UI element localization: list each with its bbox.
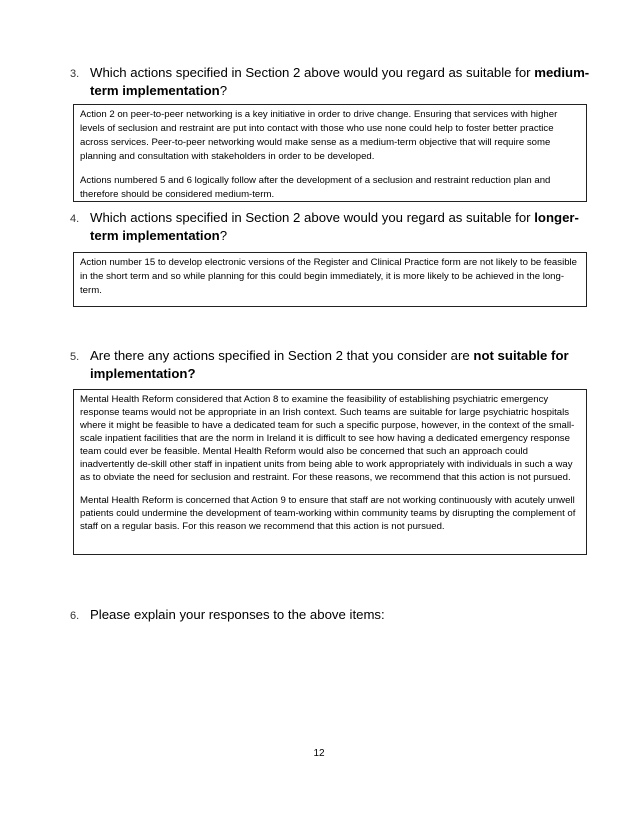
answer-box-3[interactable] xyxy=(73,104,587,202)
page-number: 12 xyxy=(313,748,325,759)
answer-paragraph: Action 2 on peer-to-peer networking is a key initiative in order to drive change. Ensuring that services with higher levels of seclusion and restraint are put into contact with those who use none could help to foster better practice across services. Peer-to-peer networking would make sense as a medium-term objective that will require some planning and consultation with stakeholders in order to be developed. xyxy=(80,109,558,162)
question-number: 4. xyxy=(70,213,80,225)
answer-box-4[interactable] xyxy=(73,252,587,307)
question-5 xyxy=(70,347,590,383)
answer-box-5[interactable] xyxy=(73,389,587,555)
question-number: 5. xyxy=(70,351,80,363)
question-number: 3. xyxy=(70,68,80,80)
question-6 xyxy=(70,606,590,624)
question-number: 6. xyxy=(70,610,80,622)
question-4 xyxy=(70,209,590,245)
question-text: Are there any actions specified in Section 2 that you consider are not suitable for implementation? xyxy=(90,348,569,381)
answer-paragraph: Actions numbered 5 and 6 logically follow after the development of a seclusion and restraint reduction plan and therefore should be considered medium-term. xyxy=(80,175,551,200)
question-text: Which actions specified in Section 2 above would you regard as suitable for longer-term implementation? xyxy=(90,210,579,243)
answer-paragraph: Mental Health Reform considered that Action 8 to examine the feasibility of establishing psychiatric emergency response teams would not be appropriate in an Irish context. Such teams are suitable for large psychiatric hospitals where it might be feasible to have a dedicated team for such a specific purpose, however, in the context of the small-scale inpatient facilities that are the norm in Ireland it is difficult to see how having a dedicated emergency response team could ever be feasible. Mental Health Reform would also be concerned that such an approach could inadvertently de-skill other staff in inpatient units from being able to work appropriately with individuals in such a way as to obviate the need for seclusion and restraint. For these reasons, we recommend that this action is not pursued. xyxy=(80,394,575,483)
question-text: Which actions specified in Section 2 above would you regard as suitable for medium-term implementation? xyxy=(90,65,590,98)
question-text: Please explain your responses to the above items: xyxy=(90,607,385,622)
question-3 xyxy=(70,64,590,100)
answer-paragraph: Action number 15 to develop electronic versions of the Register and Clinical Practice form are not likely to be feasible in the short term and so while planning for this could begin immediately, it is more likely to be achieved in the long-term. xyxy=(80,257,577,296)
answer-paragraph: Mental Health Reform is concerned that Action 9 to ensure that staff are not working continuously with acutely unwell patients could undermine the development of team-working within community teams by disrupting the complement of staff on a regular basis. For this reason we recommend that this action is not pursued. xyxy=(80,495,576,532)
